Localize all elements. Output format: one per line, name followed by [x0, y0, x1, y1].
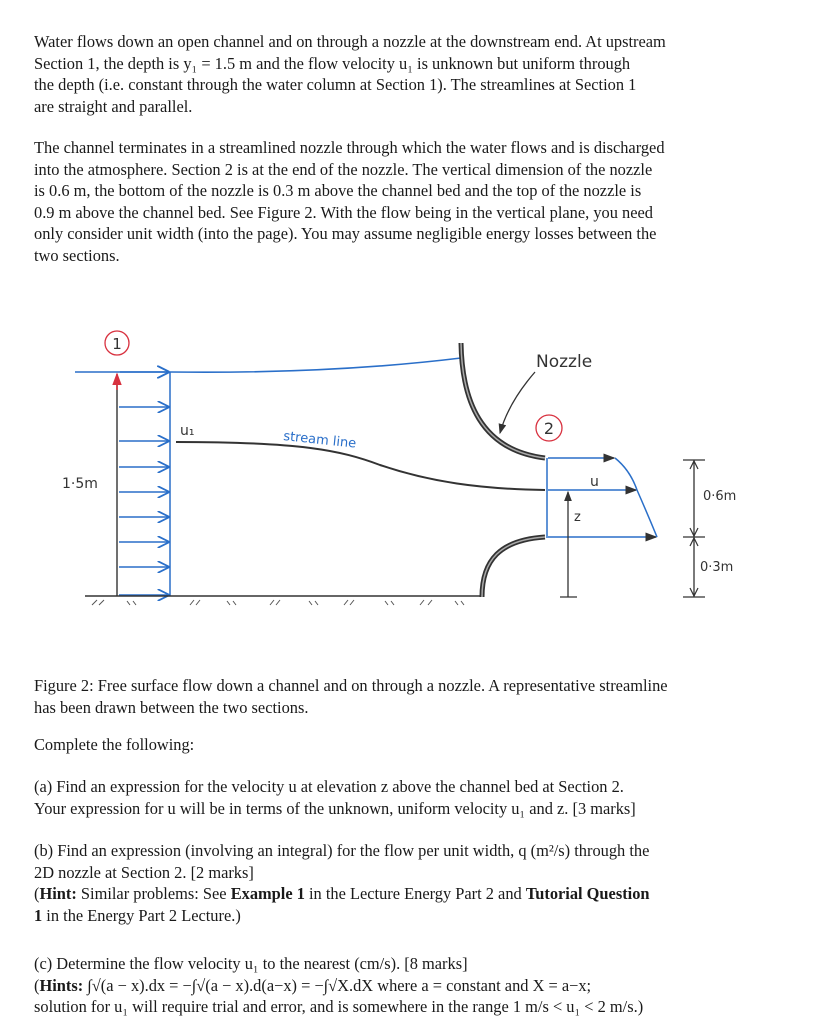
tutorial-ref: 1	[34, 905, 43, 925]
hint-line	[34, 883, 794, 905]
text-line: has been drawn between the two sections.	[34, 697, 309, 717]
text-line: Your expression for u will be in terms of the unknown, uniform velocity u₁ and z. [3 marks]	[34, 798, 636, 818]
bed-hatching	[92, 600, 464, 605]
paren: (	[34, 975, 40, 995]
text-line: solution for u₁ will require trial and error, and is somewhere in the range 1 m/s < u₁ < 2 m/s.)	[34, 997, 644, 1017]
hint-line	[34, 975, 794, 997]
text-line: are straight and parallel.	[34, 96, 193, 116]
hint-text: in the Lecture Energy Part 2 and	[304, 884, 526, 904]
text-line: is 0.6 m, the bottom of the nozzle is 0.3 m above the channel bed and the top of the nozzle is	[34, 181, 642, 201]
u1-label: u₁	[180, 423, 195, 439]
nozzle-label: Nozzle	[536, 352, 593, 372]
complete-heading: Complete the following:	[34, 735, 195, 754]
dimension-lines	[683, 460, 705, 597]
hint-text: in the Energy Part 2 Lecture.)	[42, 905, 241, 925]
section2-label: 2	[543, 419, 555, 438]
paren: (	[34, 884, 40, 904]
streamline-label: stream line	[282, 429, 357, 452]
velocity-arrows-section1	[119, 407, 168, 595]
text-line: (c) Determine the flow velocity u₁ to the nearest (cm/s). [8 marks]	[34, 954, 468, 973]
text-line: Section 1, the depth is y₁ = 1.5 m and the flow velocity u₁ is unknown but uniform through	[34, 53, 631, 73]
part-c	[34, 953, 794, 1018]
part-a	[34, 776, 794, 819]
text-line: only consider unit width (into the page). You may assume negligible energy losses between the	[34, 224, 657, 244]
part-b	[34, 840, 794, 926]
section1-label: 1	[112, 335, 122, 353]
hint-text: ∫√(a − x).dx = −∫√(a − x).d(a−x) = −∫√X.dX where a = constant and X = a−x;	[83, 975, 592, 995]
nozzle-leader-line	[500, 372, 535, 433]
text-line: Water flows down an open channel and on through a nozzle at the downstream end. At upstream	[34, 32, 666, 51]
hint-label: Hints:	[39, 975, 84, 995]
velocity-profile-curve	[615, 458, 657, 537]
text-line: (b) Find an expression (involving an integral) for the flow per unit width, q (m²/s) through the	[34, 841, 650, 860]
figure-caption	[34, 675, 794, 718]
hint-label: Hint:	[39, 884, 77, 904]
depth-label: 1·5m	[62, 476, 98, 492]
text-line: (a) Find an expression for the velocity u at elevation z above the channel bed at Section 2.	[34, 777, 624, 796]
dim-bottom-label: 0·3m	[700, 560, 734, 575]
text-line: into the atmosphere. Section 2 is at the end of the nozzle. The vertical dimension of the nozzle	[34, 159, 653, 179]
hint-line	[34, 905, 794, 927]
text-line: 2D nozzle at Section 2. [2 marks]	[34, 862, 254, 882]
free-surface-line	[75, 358, 461, 372]
nozzle-lower-wall	[482, 537, 545, 597]
hint-text: Similar problems: See	[76, 884, 231, 904]
dim-top-label: 0·6m	[703, 489, 737, 504]
z-label: z	[574, 510, 581, 525]
text-line: the depth (i.e. constant through the water column at Section 1). The streamlines at Section 1	[34, 75, 637, 95]
text-line: 0.9 m above the channel bed. See Figure 2. With the flow being in the vertical plane, you need	[34, 202, 653, 222]
tutorial-ref: Tutorial Question	[525, 884, 650, 904]
nozzle-upper-wall	[461, 343, 545, 458]
example-ref: Example 1	[230, 884, 305, 904]
u-label: u	[590, 474, 599, 490]
text-line: two sections.	[34, 245, 120, 265]
text-line: Figure 2: Free surface flow down a channel and on through a nozzle. A representative streamline	[34, 676, 668, 695]
streamline	[176, 442, 545, 490]
text-line: The channel terminates in a streamlined nozzle through which the water flows and is discharged	[34, 138, 665, 157]
